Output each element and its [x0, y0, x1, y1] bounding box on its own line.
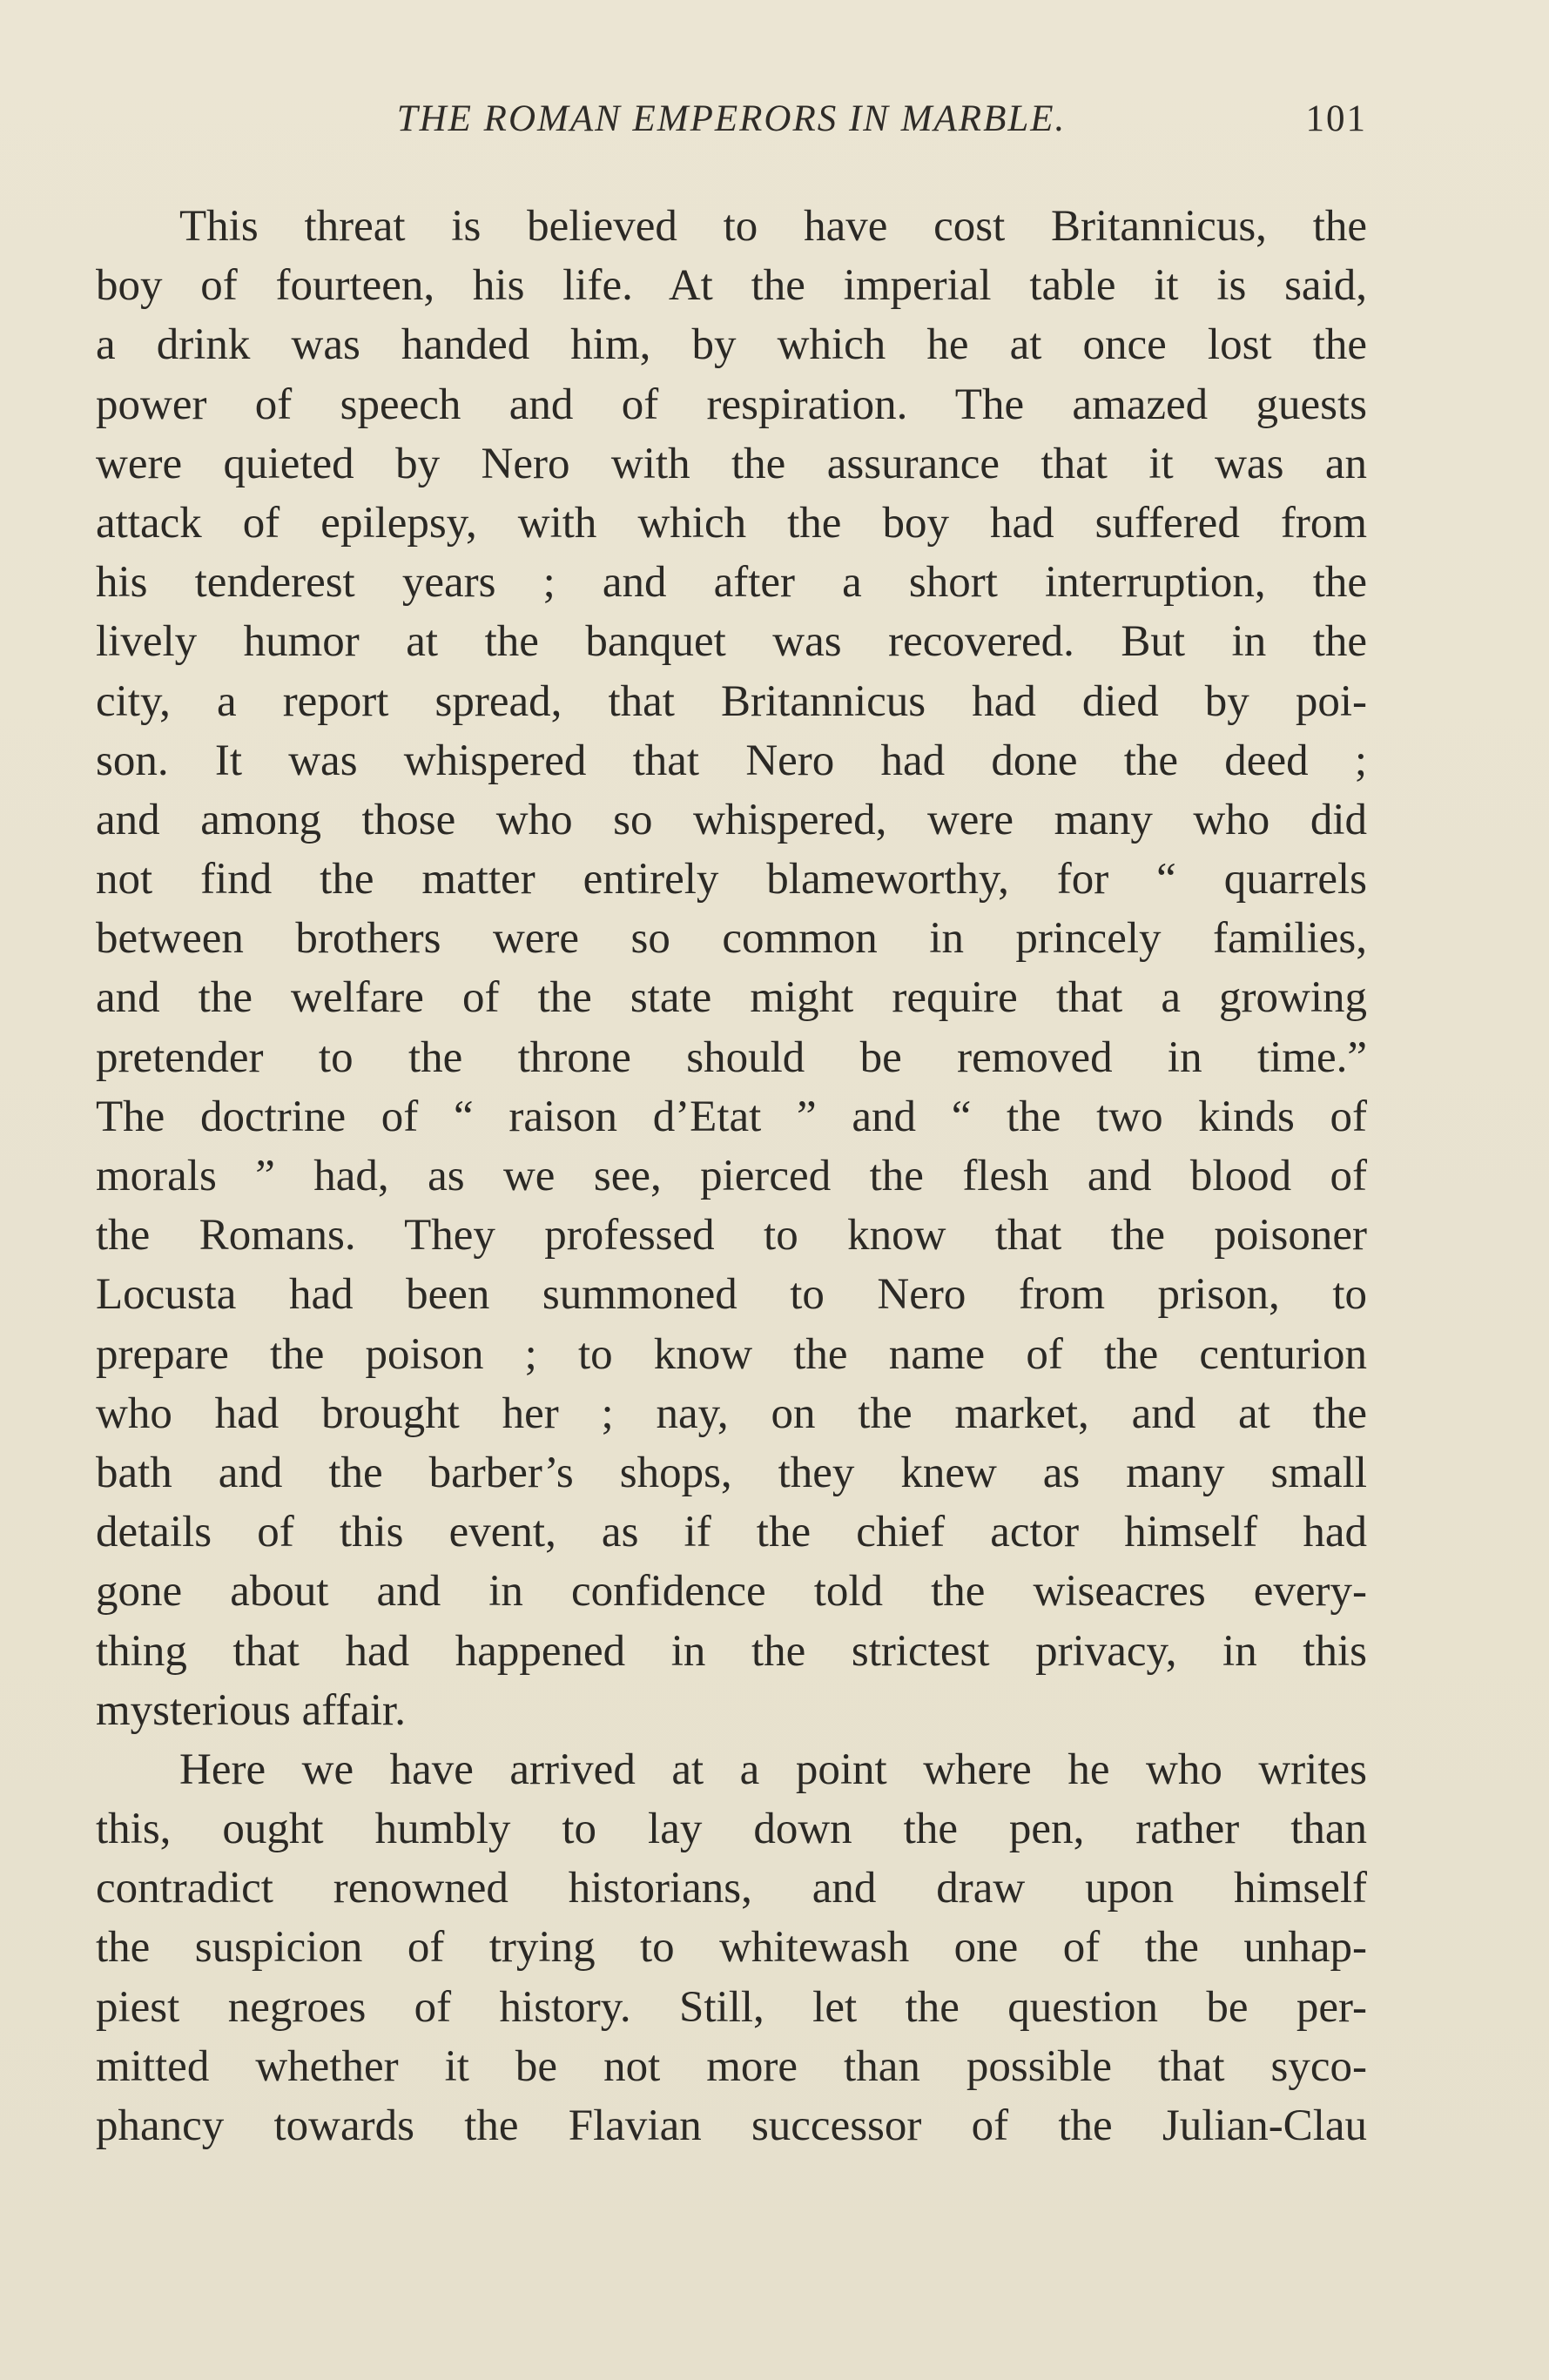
text-line: thing that had happened in the strictest privacy, in this — [96, 1626, 1367, 1676]
text-line: bath and the barber’s shops, they knew as many small — [96, 1448, 1367, 1497]
text-line: mitted whether it be not more than possible that syco- — [96, 2041, 1367, 2091]
text-line: details of this event, as if the chief actor himself had — [96, 1508, 1367, 1557]
running-head — [96, 97, 1367, 150]
text-line: and the welfare of the state might require that a growing — [96, 973, 1367, 1023]
text-line: This threat is believed to have cost Britannicus, the — [179, 202, 1367, 251]
text-line: gone about and in confidence told the wiseacres every- — [96, 1567, 1367, 1617]
text-line: his tenderest years ; and after a short interruption, the — [96, 558, 1367, 608]
text-line: the suspicion of trying to whitewash one of the unhap- — [96, 1923, 1367, 1973]
text-line: The doctrine of “ raison d’Etat ” and “ the two kinds of — [96, 1092, 1367, 1141]
text-line: not find the matter entirely blameworthy, for “ quarrels — [96, 855, 1367, 904]
text-line: piest negroes of history. Still, let the question be per- — [96, 1982, 1367, 2032]
text-line: phancy towards the Flavian successor of the Julian-Clau — [96, 2101, 1367, 2150]
page-number: 101 — [1305, 98, 1367, 139]
text-line: power of speech and of respiration. The amazed guests — [96, 380, 1367, 429]
text-line: pretender to the throne should be removed in time.” — [96, 1032, 1367, 1082]
text-line: prepare the poison ; to know the name of the centurion — [96, 1329, 1367, 1379]
text-line: contradict renowned historians, and draw upon himself — [96, 1864, 1367, 1913]
text-line: this, ought humbly to lay down the pen, rather than — [96, 1805, 1367, 1854]
body-text — [96, 197, 1367, 2155]
text-line: Locusta had been summoned to Nero from prison, to — [96, 1270, 1367, 1320]
text-line: who had brought her ; nay, on the market, and at the — [96, 1388, 1367, 1438]
text-line: Here we have arrived at a point where he who writes — [179, 1745, 1367, 1794]
text-line: attack of epilepsy, with which the boy had suffered from — [96, 498, 1367, 548]
text-line: between brothers were so common in princely families, — [96, 914, 1367, 964]
text-line: a drink was handed him, by which he at once lost the — [96, 320, 1367, 370]
text-line: city, a report spread, that Britannicus had died by poi- — [96, 676, 1367, 726]
running-title: THE ROMAN EMPERORS IN MARBLE. — [396, 98, 1067, 139]
text-line: lively humor at the banquet was recovered. But in the — [96, 617, 1367, 667]
text-line: the Romans. They professed to know that the poisoner — [96, 1211, 1367, 1261]
text-line: mysterious affair. — [96, 1685, 406, 1735]
text-line: morals ” had, as we see, pierced the flesh and blood of — [96, 1152, 1367, 1200]
text-line: were quieted by Nero with the assurance that it was an — [96, 439, 1367, 488]
text-line: boy of fourteen, his life. At the imperial table it is said, — [96, 261, 1367, 311]
text-line: and among those who so whispered, were many who did — [96, 795, 1367, 844]
text-line: son. It was whispered that Nero had done the deed ; — [96, 736, 1367, 785]
